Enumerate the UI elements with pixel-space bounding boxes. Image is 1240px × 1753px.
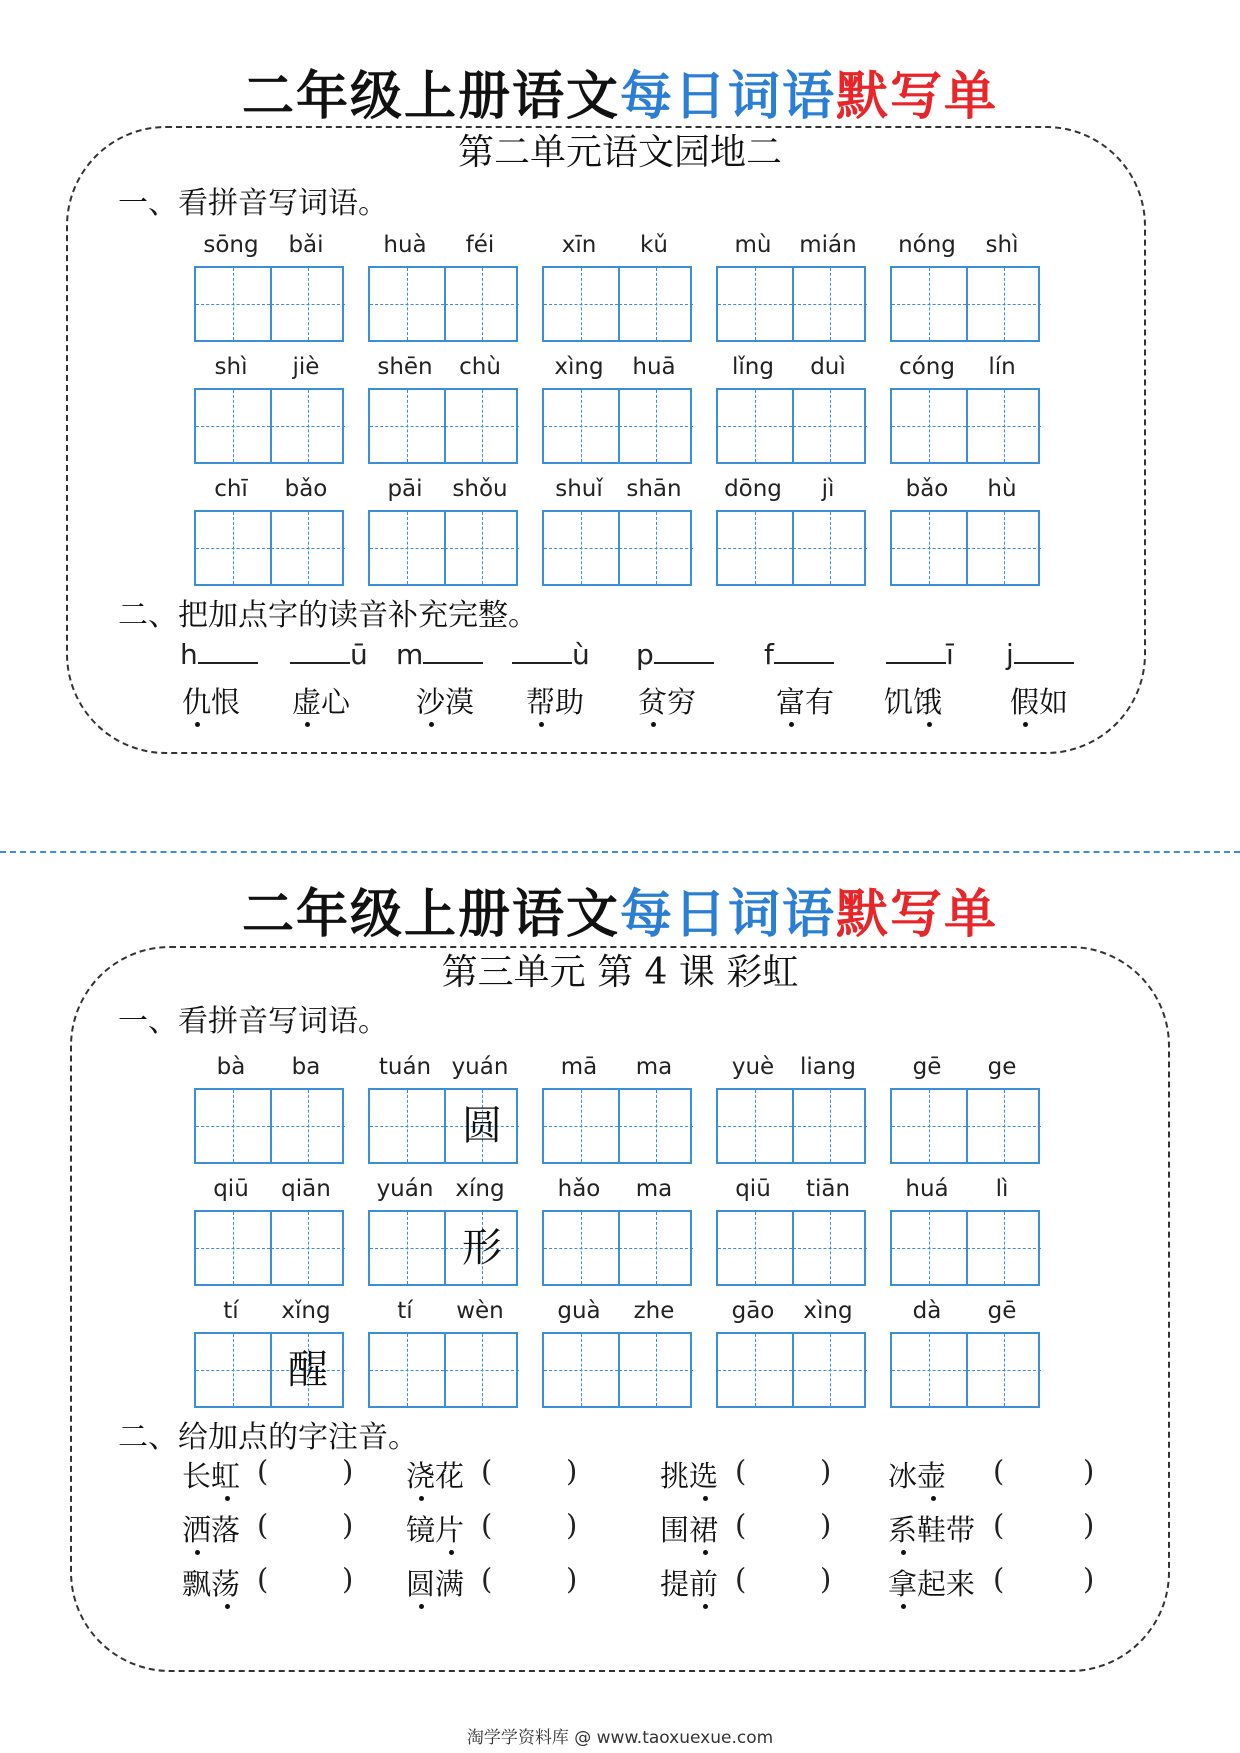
word-to-annotate: 长虹 <box>182 1459 241 1493</box>
pinyin-syllable: ge <box>987 1054 1017 1080</box>
pinyin-row <box>0 1298 1240 1328</box>
pinyin-syllable: bǎi <box>288 232 324 258</box>
answer-paren-open[interactable]: ( <box>735 1562 747 1596</box>
emphasis-dot <box>449 1550 454 1555</box>
cell-horizontal-guide <box>793 1370 867 1371</box>
answer-paren-close[interactable]: ) <box>342 1454 354 1488</box>
tianzige-cell[interactable] <box>271 1212 345 1284</box>
tianzige-pair <box>368 1088 518 1164</box>
pinyin-syllable: tuán <box>378 1054 432 1080</box>
cell-horizontal-guide <box>544 1370 618 1371</box>
tianzige-cell[interactable] <box>967 1334 1041 1406</box>
cell-horizontal-guide <box>196 1248 270 1249</box>
pinyin-syllable: jì <box>821 476 835 502</box>
dotted-word: 仇恨 <box>182 685 241 719</box>
blank-initial: m <box>396 638 424 671</box>
dotted-word: 帮助 <box>526 685 585 719</box>
tianzige-cell[interactable] <box>718 1090 794 1162</box>
tianzige-cell[interactable] <box>271 1334 345 1406</box>
pinyin-syllable: qiān <box>281 1176 331 1202</box>
cell-horizontal-guide <box>544 1248 618 1249</box>
lesson-subtitle-text: 第三单元 第 4 课 彩虹 <box>428 952 813 993</box>
cell-horizontal-guide <box>370 1248 444 1249</box>
blank-initial: p <box>636 638 654 671</box>
pinyin-syllable: shì <box>214 354 248 380</box>
pinyin-syllable: bǎo <box>284 476 328 502</box>
answer-paren-open[interactable]: ( <box>993 1508 1005 1542</box>
word-to-annotate: 系鞋带 <box>888 1513 976 1547</box>
pinyin-syllable: hǎo <box>557 1176 601 1202</box>
tianzige-cell[interactable] <box>718 1334 794 1406</box>
tianzige-pair <box>194 1332 344 1408</box>
pinyin-syllable: shuǐ <box>555 476 603 502</box>
prefilled-character: 圆 <box>462 1103 502 1149</box>
pinyin-syllable: cóng <box>899 354 955 380</box>
writing-grid-row <box>0 1332 1240 1408</box>
pinyin-syllable: qiū <box>735 1176 771 1202</box>
pinyin-syllable: huá <box>905 1176 949 1202</box>
answer-paren-close[interactable]: ) <box>1083 1454 1095 1488</box>
title-red-part: 默写单 <box>836 885 999 945</box>
writing-grid-row <box>0 1210 1240 1286</box>
tianzige-pair <box>890 1088 1040 1164</box>
emphasis-dot <box>419 1496 424 1501</box>
dotted-word: 贫穷 <box>638 685 697 719</box>
tianzige-pair <box>542 1210 692 1286</box>
cell-horizontal-guide <box>619 1370 693 1371</box>
cell-horizontal-guide <box>445 1370 519 1371</box>
cell-horizontal-guide <box>892 1370 966 1371</box>
blank-final: ī <box>946 638 954 671</box>
answer-paren-open[interactable]: ( <box>257 1562 269 1596</box>
cell-horizontal-guide <box>718 1370 792 1371</box>
answer-paren-close[interactable]: ) <box>566 1508 578 1542</box>
pinyin-syllable: tiān <box>805 1176 851 1202</box>
answer-paren-open[interactable]: ( <box>481 1454 493 1488</box>
pinyin-syllable: chù <box>459 354 501 380</box>
footer-credit: 淘学学资料库 @ www.taoxuexue.com <box>466 1728 774 1748</box>
pinyin-syllable: gē <box>987 1298 1017 1324</box>
pinyin-syllable: kǔ <box>640 232 668 258</box>
title-red-part: 默写单 <box>836 67 999 127</box>
cell-horizontal-guide <box>196 1370 270 1371</box>
cell-horizontal-guide <box>967 1248 1041 1249</box>
cell-horizontal-guide <box>370 1370 444 1371</box>
tianzige-pair <box>716 1332 866 1408</box>
pinyin-syllable: huā <box>632 354 676 380</box>
pinyin-syllable: guà <box>557 1298 601 1324</box>
prefilled-character: 醒 <box>288 1347 328 1393</box>
tianzige-pair <box>890 1332 1040 1408</box>
dotted-word: 虚心 <box>292 685 351 719</box>
tianzige-cell[interactable] <box>892 1090 968 1162</box>
tianzige-cell[interactable] <box>370 1334 446 1406</box>
prefilled-character: 形 <box>462 1225 502 1271</box>
answer-paren-open[interactable]: ( <box>993 1454 1005 1488</box>
answer-paren-open[interactable]: ( <box>481 1562 493 1596</box>
tianzige-cell[interactable] <box>445 1334 519 1406</box>
tianzige-pair <box>368 1210 518 1286</box>
cell-horizontal-guide <box>967 1126 1041 1127</box>
emphasis-dot <box>195 1550 200 1555</box>
tianzige-cell[interactable] <box>271 1090 345 1162</box>
title-blue-part: 每日词语 <box>619 885 836 945</box>
pinyin-syllable: xìng <box>554 354 604 380</box>
answer-paren-close[interactable]: ) <box>820 1454 832 1488</box>
pinyin-syllable: yuè <box>731 1054 775 1080</box>
cell-horizontal-guide <box>967 1370 1041 1371</box>
word-to-annotate: 挑选 <box>660 1459 719 1493</box>
section-2-heading: 二、把加点字的读音补充完整。 <box>118 598 538 633</box>
tianzige-cell[interactable] <box>793 1212 867 1284</box>
blank-final: ù <box>572 638 590 671</box>
dotted-word: 饥饿 <box>884 685 943 719</box>
cell-horizontal-guide <box>718 1248 792 1249</box>
blank-final: ū <box>350 638 368 671</box>
pinyin-syllable: shì <box>985 232 1019 258</box>
answer-paren-open[interactable]: ( <box>481 1508 493 1542</box>
section-2-heading: 二、给加点的字注音。 <box>118 1420 418 1455</box>
tianzige-cell[interactable] <box>619 1334 693 1406</box>
cell-horizontal-guide <box>793 1126 867 1127</box>
tianzige-cell[interactable] <box>370 1212 446 1284</box>
answer-paren-open[interactable]: ( <box>735 1454 747 1488</box>
word-to-annotate: 飘荡 <box>182 1567 241 1601</box>
pinyin-syllable: liang <box>799 1054 857 1080</box>
pinyin-syllable: pāi <box>387 476 423 502</box>
tianzige-cell[interactable] <box>445 1212 519 1284</box>
blank-initial: j <box>1006 638 1014 671</box>
tianzige-cell[interactable] <box>370 1090 446 1162</box>
pinyin-syllable: wèn <box>456 1298 504 1324</box>
word-to-annotate: 围裙 <box>660 1513 719 1547</box>
pinyin-syllable: mián <box>799 232 857 258</box>
title-black-part: 二年级上册语文 <box>241 67 620 127</box>
emphasis-dot <box>901 1604 906 1609</box>
tianzige-pair <box>716 1210 866 1286</box>
pinyin-syllable: shān <box>626 476 682 502</box>
cell-horizontal-guide <box>892 1248 966 1249</box>
pinyin-syllable: huà <box>383 232 427 258</box>
tianzige-pair <box>368 1332 518 1408</box>
cell-horizontal-guide <box>892 1126 966 1127</box>
pinyin-syllable: ma <box>635 1176 673 1202</box>
cell-horizontal-guide <box>793 1248 867 1249</box>
pinyin-syllable: duì <box>810 354 846 380</box>
tianzige-cell[interactable] <box>544 1334 620 1406</box>
word-to-annotate: 镜片 <box>406 1513 465 1547</box>
emphasis-dot <box>931 1496 936 1501</box>
answer-paren-close[interactable]: ) <box>820 1508 832 1542</box>
emphasis-dot <box>419 1604 424 1609</box>
answer-paren-close[interactable]: ) <box>566 1562 578 1596</box>
tianzige-cell[interactable] <box>619 1212 693 1284</box>
dotted-word: 沙漠 <box>416 685 475 719</box>
cell-horizontal-guide <box>271 1248 345 1249</box>
emphasis-dot <box>703 1550 708 1555</box>
tianzige-cell[interactable] <box>196 1090 272 1162</box>
pinyin-syllable: gāo <box>731 1298 775 1324</box>
tianzige-cell[interactable] <box>544 1212 620 1284</box>
tianzige-pair <box>542 1088 692 1164</box>
tianzige-cell[interactable] <box>793 1334 867 1406</box>
tianzige-pair <box>890 1210 1040 1286</box>
tianzige-cell[interactable] <box>445 1090 519 1162</box>
blank-initial: f <box>764 638 774 671</box>
cell-horizontal-guide <box>196 1126 270 1127</box>
pinyin-syllable: bà <box>216 1054 246 1080</box>
word-to-annotate: 圆满 <box>406 1567 465 1601</box>
tianzige-pair <box>194 1210 344 1286</box>
blank-initial: h <box>180 638 198 671</box>
unit-subtitle-text: 第二单元语文园地二 <box>444 132 796 173</box>
section-1-heading: 一、看拼音写词语。 <box>118 1004 388 1039</box>
tianzige-cell[interactable] <box>718 1212 794 1284</box>
title-blue-part: 每日词语 <box>619 67 836 127</box>
pinyin-syllable: xīn <box>561 232 597 258</box>
cell-horizontal-guide <box>271 1126 345 1127</box>
pinyin-syllable: xìng <box>803 1298 853 1324</box>
answer-paren-open[interactable]: ( <box>735 1508 747 1542</box>
writing-grid-row <box>0 1088 1240 1164</box>
pinyin-row <box>0 1054 1240 1084</box>
pinyin-syllable: féi <box>465 232 495 258</box>
answer-paren-open[interactable]: ( <box>993 1562 1005 1596</box>
cell-horizontal-guide <box>544 1126 618 1127</box>
pinyin-syllable: xǐng <box>281 1298 331 1324</box>
tianzige-pair <box>716 1088 866 1164</box>
pinyin-syllable: lì <box>995 1176 1009 1202</box>
answer-paren-close[interactable]: ) <box>342 1508 354 1542</box>
pinyin-row <box>0 1176 1240 1206</box>
tianzige-cell[interactable] <box>967 1090 1041 1162</box>
pinyin-syllable: bǎo <box>905 476 949 502</box>
pinyin-syllable: gē <box>912 1054 942 1080</box>
word-to-annotate: 洒落 <box>182 1513 241 1547</box>
pinyin-syllable: ba <box>291 1054 321 1080</box>
answer-paren-open[interactable]: ( <box>257 1454 269 1488</box>
word-to-annotate: 提前 <box>660 1567 719 1601</box>
pinyin-syllable: sōng <box>203 232 259 258</box>
pinyin-syllable: ma <box>635 1054 673 1080</box>
tianzige-cell[interactable] <box>544 1090 620 1162</box>
pinyin-syllable: xíng <box>455 1176 505 1202</box>
pinyin-syllable: tí <box>223 1298 239 1324</box>
answer-paren-close[interactable]: ) <box>566 1454 578 1488</box>
answer-paren-close[interactable]: ) <box>342 1562 354 1596</box>
cell-horizontal-guide <box>718 1126 792 1127</box>
pinyin-syllable: mù <box>734 232 772 258</box>
pinyin-syllable: qiū <box>213 1176 249 1202</box>
pinyin-syllable: lín <box>988 354 1016 380</box>
word-to-annotate: 浇花 <box>406 1459 465 1493</box>
tianzige-cell[interactable] <box>619 1090 693 1162</box>
tianzige-cell[interactable] <box>892 1212 968 1284</box>
emphasis-dot <box>901 1550 906 1555</box>
pinyin-syllable: lǐng <box>732 354 774 380</box>
lesson-subtitle <box>0 944 1240 995</box>
cell-horizontal-guide <box>370 1126 444 1127</box>
pinyin-syllable: zhe <box>633 1298 675 1324</box>
cell-horizontal-guide <box>619 1126 693 1127</box>
pinyin-syllable: hù <box>987 476 1017 502</box>
answer-paren-close[interactable]: ) <box>1083 1562 1095 1596</box>
pinyin-syllable: dōng <box>724 476 782 502</box>
word-to-annotate: 冰壶 <box>888 1459 947 1493</box>
pinyin-syllable: yuán <box>376 1176 434 1202</box>
emphasis-dot <box>703 1496 708 1501</box>
pinyin-syllable: chī <box>214 476 248 502</box>
emphasis-dot <box>225 1496 230 1501</box>
answer-paren-open[interactable]: ( <box>257 1508 269 1542</box>
tianzige-cell[interactable] <box>793 1090 867 1162</box>
tianzige-cell[interactable] <box>892 1334 968 1406</box>
pinyin-syllable: tí <box>397 1298 413 1324</box>
dotted-word: 富有 <box>776 685 835 719</box>
dotted-word: 假如 <box>1010 685 1069 719</box>
tianzige-pair <box>194 1088 344 1164</box>
tianzige-pair <box>542 1332 692 1408</box>
pinyin-syllable: jiè <box>292 354 320 380</box>
pinyin-syllable: yuán <box>451 1054 509 1080</box>
answer-paren-close[interactable]: ) <box>1083 1508 1095 1542</box>
title-black-part: 二年级上册语文 <box>241 885 620 945</box>
word-to-annotate: 拿起来 <box>888 1567 976 1601</box>
section-1-heading: 一、看拼音写词语。 <box>118 186 388 221</box>
cell-horizontal-guide <box>619 1248 693 1249</box>
pinyin-syllable: shǒu <box>452 476 508 502</box>
pinyin-syllable: nóng <box>898 232 956 258</box>
emphasis-dot <box>703 1604 708 1609</box>
pinyin-syllable: mā <box>560 1054 598 1080</box>
pinyin-syllable: shēn <box>377 354 433 380</box>
worksheet-title <box>0 872 1240 947</box>
tianzige-cell[interactable] <box>196 1334 272 1406</box>
answer-paren-close[interactable]: ) <box>820 1562 832 1596</box>
tianzige-cell[interactable] <box>196 1212 272 1284</box>
pinyin-syllable: dà <box>912 1298 942 1324</box>
emphasis-dot <box>225 1604 230 1609</box>
tianzige-cell[interactable] <box>967 1212 1041 1284</box>
